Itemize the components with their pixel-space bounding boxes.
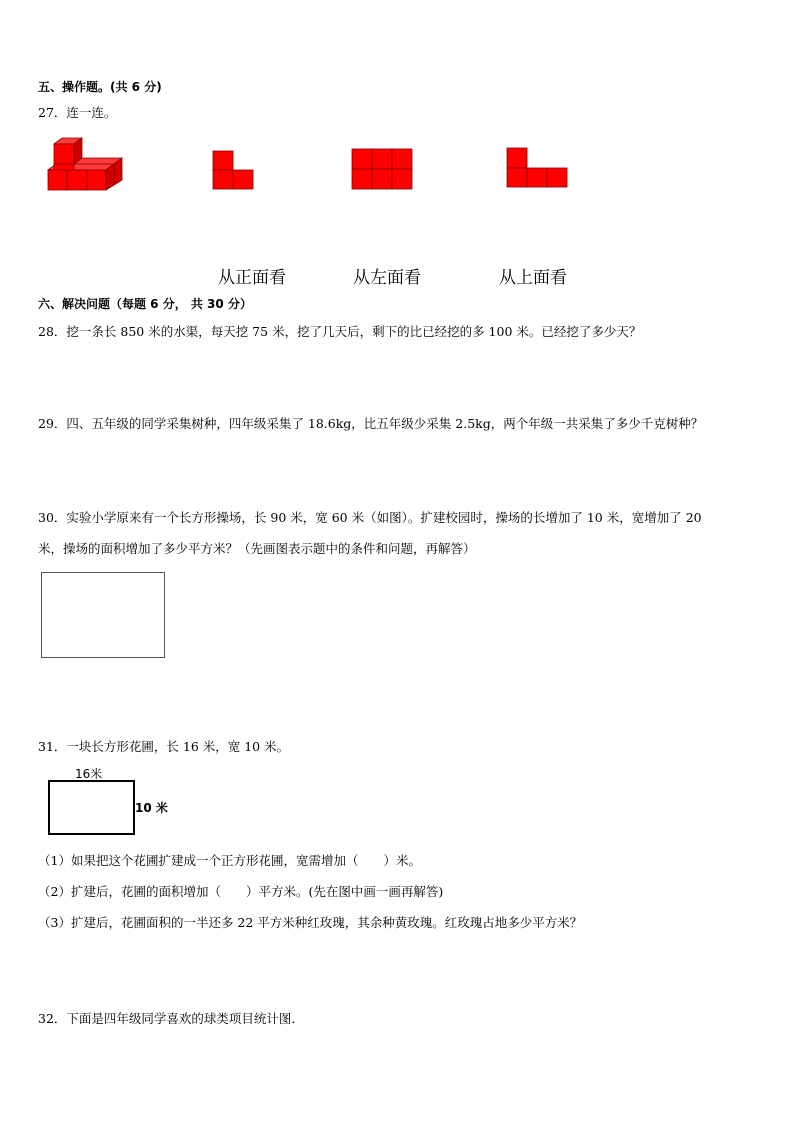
top-view-figure bbox=[506, 147, 568, 189]
question-31-sub1: （1）如果把这个花圃扩建成一个正方形花圃，宽需增加（ ）米。 bbox=[38, 853, 421, 868]
section-heading-6: 六、解决问题（每题 6 分， 共 30 分） bbox=[38, 297, 252, 311]
view-label-left: 从左面看 bbox=[353, 268, 421, 288]
question-28-text: 28．挖一条长 850 米的水渠，每天挖 75 米，挖了几天后，剩下的比已经挖的多 100 米。已经挖了多少天？ bbox=[38, 324, 642, 339]
left-view-figure bbox=[351, 148, 413, 190]
question-30-line2: 米，操场的面积增加了多少平方米？（先画图表示题中的条件和问题，再解答） bbox=[38, 541, 476, 556]
playground-rectangle bbox=[41, 572, 165, 658]
view-label-top: 从上面看 bbox=[499, 268, 567, 288]
view-label-front: 从正面看 bbox=[218, 268, 286, 288]
section-heading-5: 五、操作题。(共 6 分) bbox=[38, 80, 162, 94]
question-31-text: 31．一块长方形花圃，长 16 米，宽 10 米。 bbox=[38, 739, 290, 754]
question-30-line1: 30．实验小学原来有一个长方形操场，长 90 米，宽 60 米（如图）。扩建校园时，操场的长增加了 10 米，宽增加了 20 bbox=[38, 510, 702, 525]
garden-width-label: 10 米 bbox=[135, 801, 168, 815]
question-32-text: 32．下面是四年级同学喜欢的球类项目统计图． bbox=[38, 1011, 304, 1026]
question-29-text: 29．四、五年级的同学采集树种，四年级采集了 18.6kg，比五年级少采集 2.5kg，两个年级一共采集了多少千克树种？ bbox=[38, 416, 704, 431]
question-31-sub2: （2）扩建后，花圃的面积增加（ ）平方米。(先在图中画一画再解答) bbox=[38, 884, 444, 899]
question-31-sub3: （3）扩建后，花圃面积的一半还多 22 平方米种红玫瑰，其余种黄玫瑰。红玫瑰占地多少平方米？ bbox=[38, 915, 583, 930]
question-27-text: 27．连一连。 bbox=[38, 105, 117, 120]
garden-length-label: 16米 bbox=[75, 767, 103, 781]
cube-structure-figure bbox=[44, 136, 128, 198]
garden-rectangle bbox=[48, 780, 135, 835]
front-view-figure bbox=[212, 150, 256, 192]
